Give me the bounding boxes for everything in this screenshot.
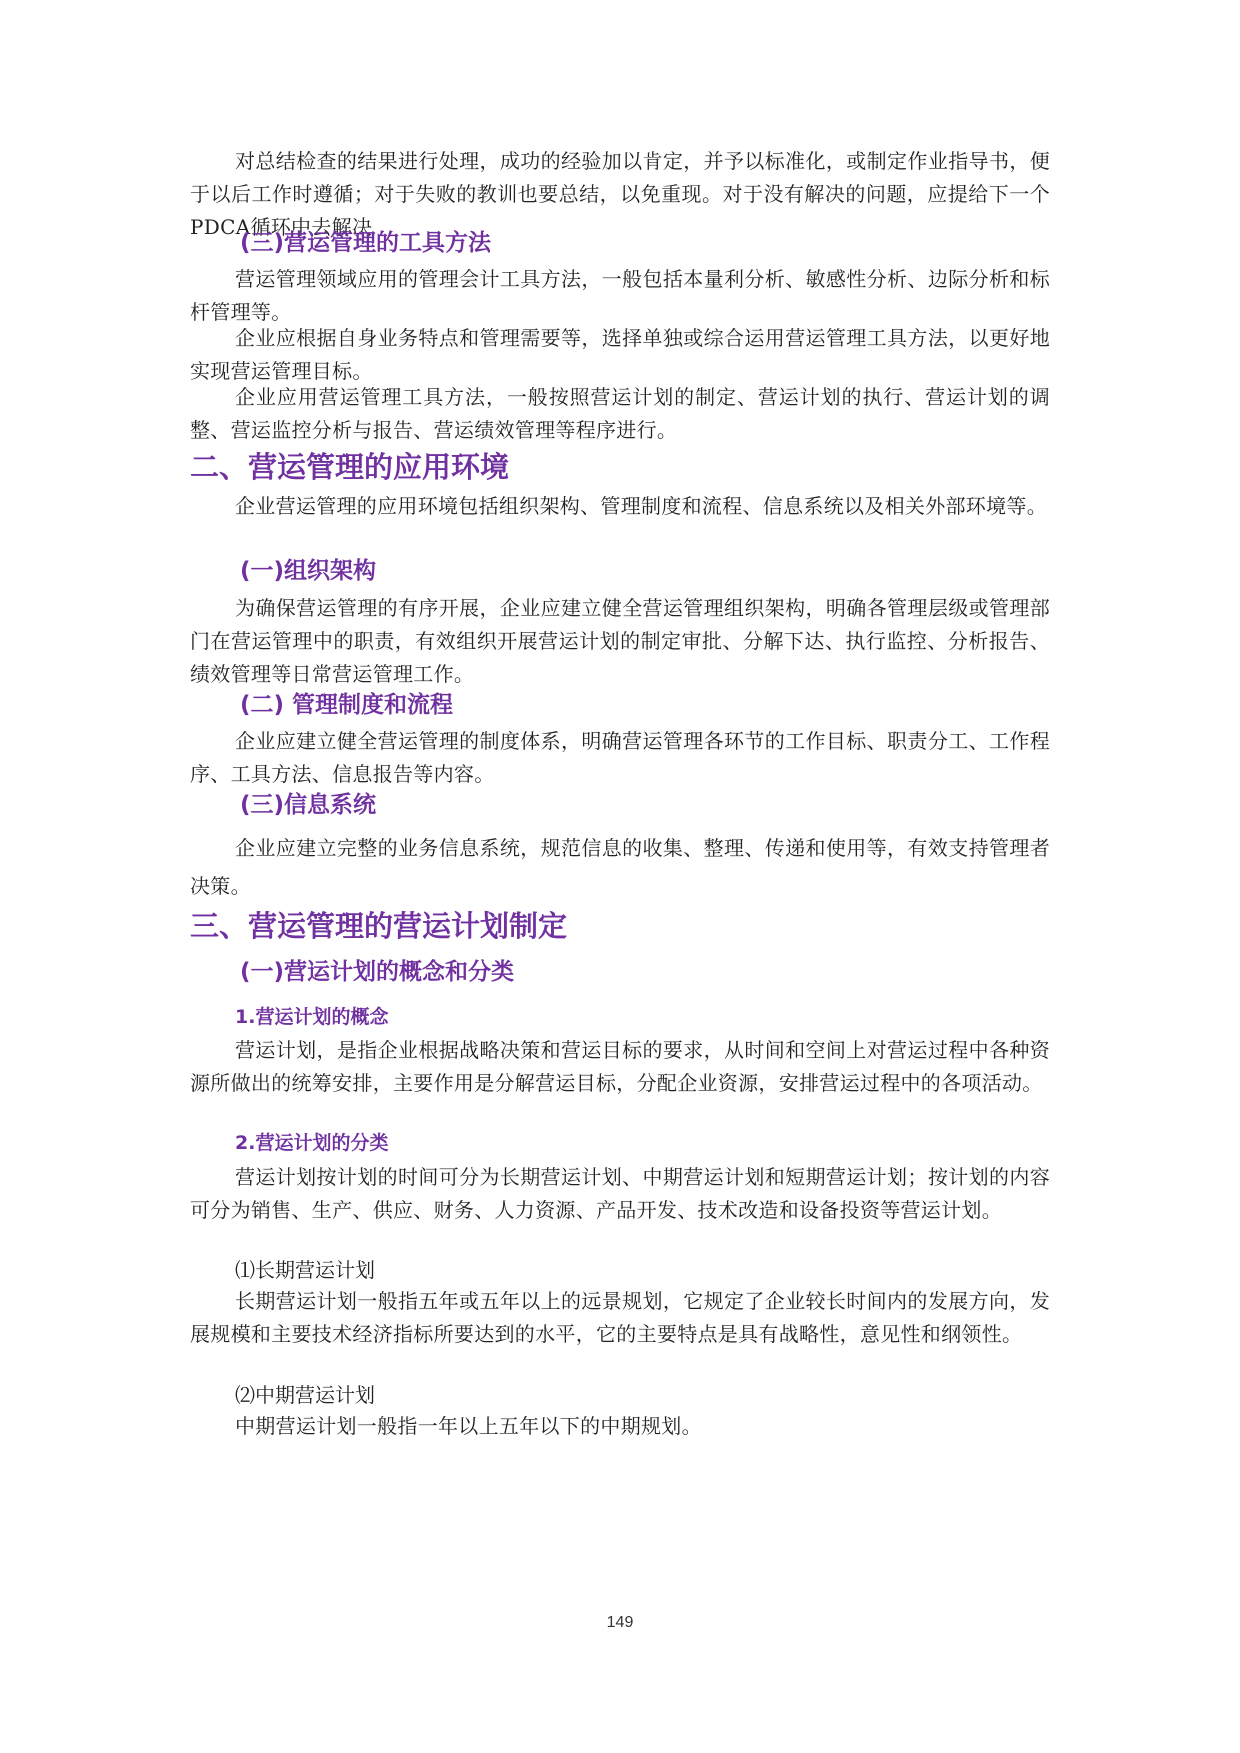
heading-plan-concept-class: (一)营运计划的概念和分类 <box>240 959 515 985</box>
heading-plan-class: 2.营运计划的分类 <box>235 1132 389 1154</box>
paragraph-plan-concept: 营运计划，是指企业根据战略决策和营运目标的要求，从时间和空间上对营运过程中各种资源所做出的统筹安排，主要作用是分解营运目标，分配企业资源，安排营运过程中的各项活动。 <box>190 1038 1050 1095</box>
item-long-term-plan: ⑴长期营运计划 <box>235 1258 375 1282</box>
paragraph-tools-list: 营运管理领域应用的管理会计工具方法，一般包括本量利分析、敏感性分析、边际分析和标杆管理等。 <box>190 267 1050 324</box>
paragraph-tools-procedure: 企业应用营运管理工具方法，一般按照营运计划的制定、营运计划的执行、营运计划的调整、营运监控分析与报告、营运绩效管理等程序进行。 <box>190 385 1050 442</box>
heading-plan-concept: 1.营运计划的概念 <box>235 1006 389 1028</box>
item-mid-term-plan: ⑵中期营运计划 <box>235 1383 375 1407</box>
paragraph-info-system: 企业应建立完整的业务信息系统，规范信息的收集、整理、传递和使用等，有效支持管理者决策。 <box>190 836 1050 898</box>
paragraph-environment: 企业营运管理的应用环境包括组织架构、管理制度和流程、信息系统以及相关外部环境等。 <box>235 494 1047 518</box>
page-number: 149 <box>606 1614 634 1631</box>
heading-info-system: (三)信息系统 <box>240 792 377 818</box>
heading-tools-methods: (三)营运管理的工具方法 <box>240 230 492 256</box>
heading-plan-formulation: 三、营运管理的营运计划制定 <box>190 909 568 943</box>
paragraph-rules-process: 企业应建立健全营运管理的制度体系，明确营运管理各环节的工作目标、职责分工、工作程序、工具方法、信息报告等内容。 <box>190 729 1050 786</box>
paragraph-tools-choose: 企业应根据自身业务特点和管理需要等，选择单独或综合运用营运管理工具方法，以更好地实现营运管理目标。 <box>190 326 1050 383</box>
paragraph-mid-term-plan: 中期营运计划一般指一年以上五年以下的中期规划。 <box>235 1414 702 1438</box>
heading-application-environment: 二、营运管理的应用环境 <box>190 450 510 484</box>
heading-organization: (一)组织架构 <box>240 558 377 584</box>
paragraph-pdca-action: 对总结检查的结果进行处理，成功的经验加以肯定，并予以标准化，或制定作业指导书，便于以后工作时遵循；对于失败的教训也要总结，以免重现。对于没有解决的问题，应提给下一个PDCA循环中去解决 <box>190 149 1050 239</box>
paragraph-plan-class: 营运计划按计划的时间可分为长期营运计划、中期营运计划和短期营运计划；按计划的内容可分为销售、生产、供应、财务、人力资源、产品开发、技术改造和设备投资等营运计划。 <box>190 1165 1050 1222</box>
paragraph-long-term-plan: 长期营运计划一般指五年或五年以上的远景规划，它规定了企业较长时间内的发展方向，发展规模和主要技术经济指标所要达到的水平，它的主要特点是具有战略性，意见性和纲领性。 <box>190 1289 1050 1346</box>
heading-rules-process: (二) 管理制度和流程 <box>240 692 454 718</box>
paragraph-organization: 为确保营运管理的有序开展，企业应建立健全营运管理组织架构，明确各管理层级或管理部门在营运管理中的职责，有效组织开展营运计划的制定审批、分解下达、执行监控、分析报告、绩效管理等日常营运管理工作。 <box>190 596 1050 686</box>
